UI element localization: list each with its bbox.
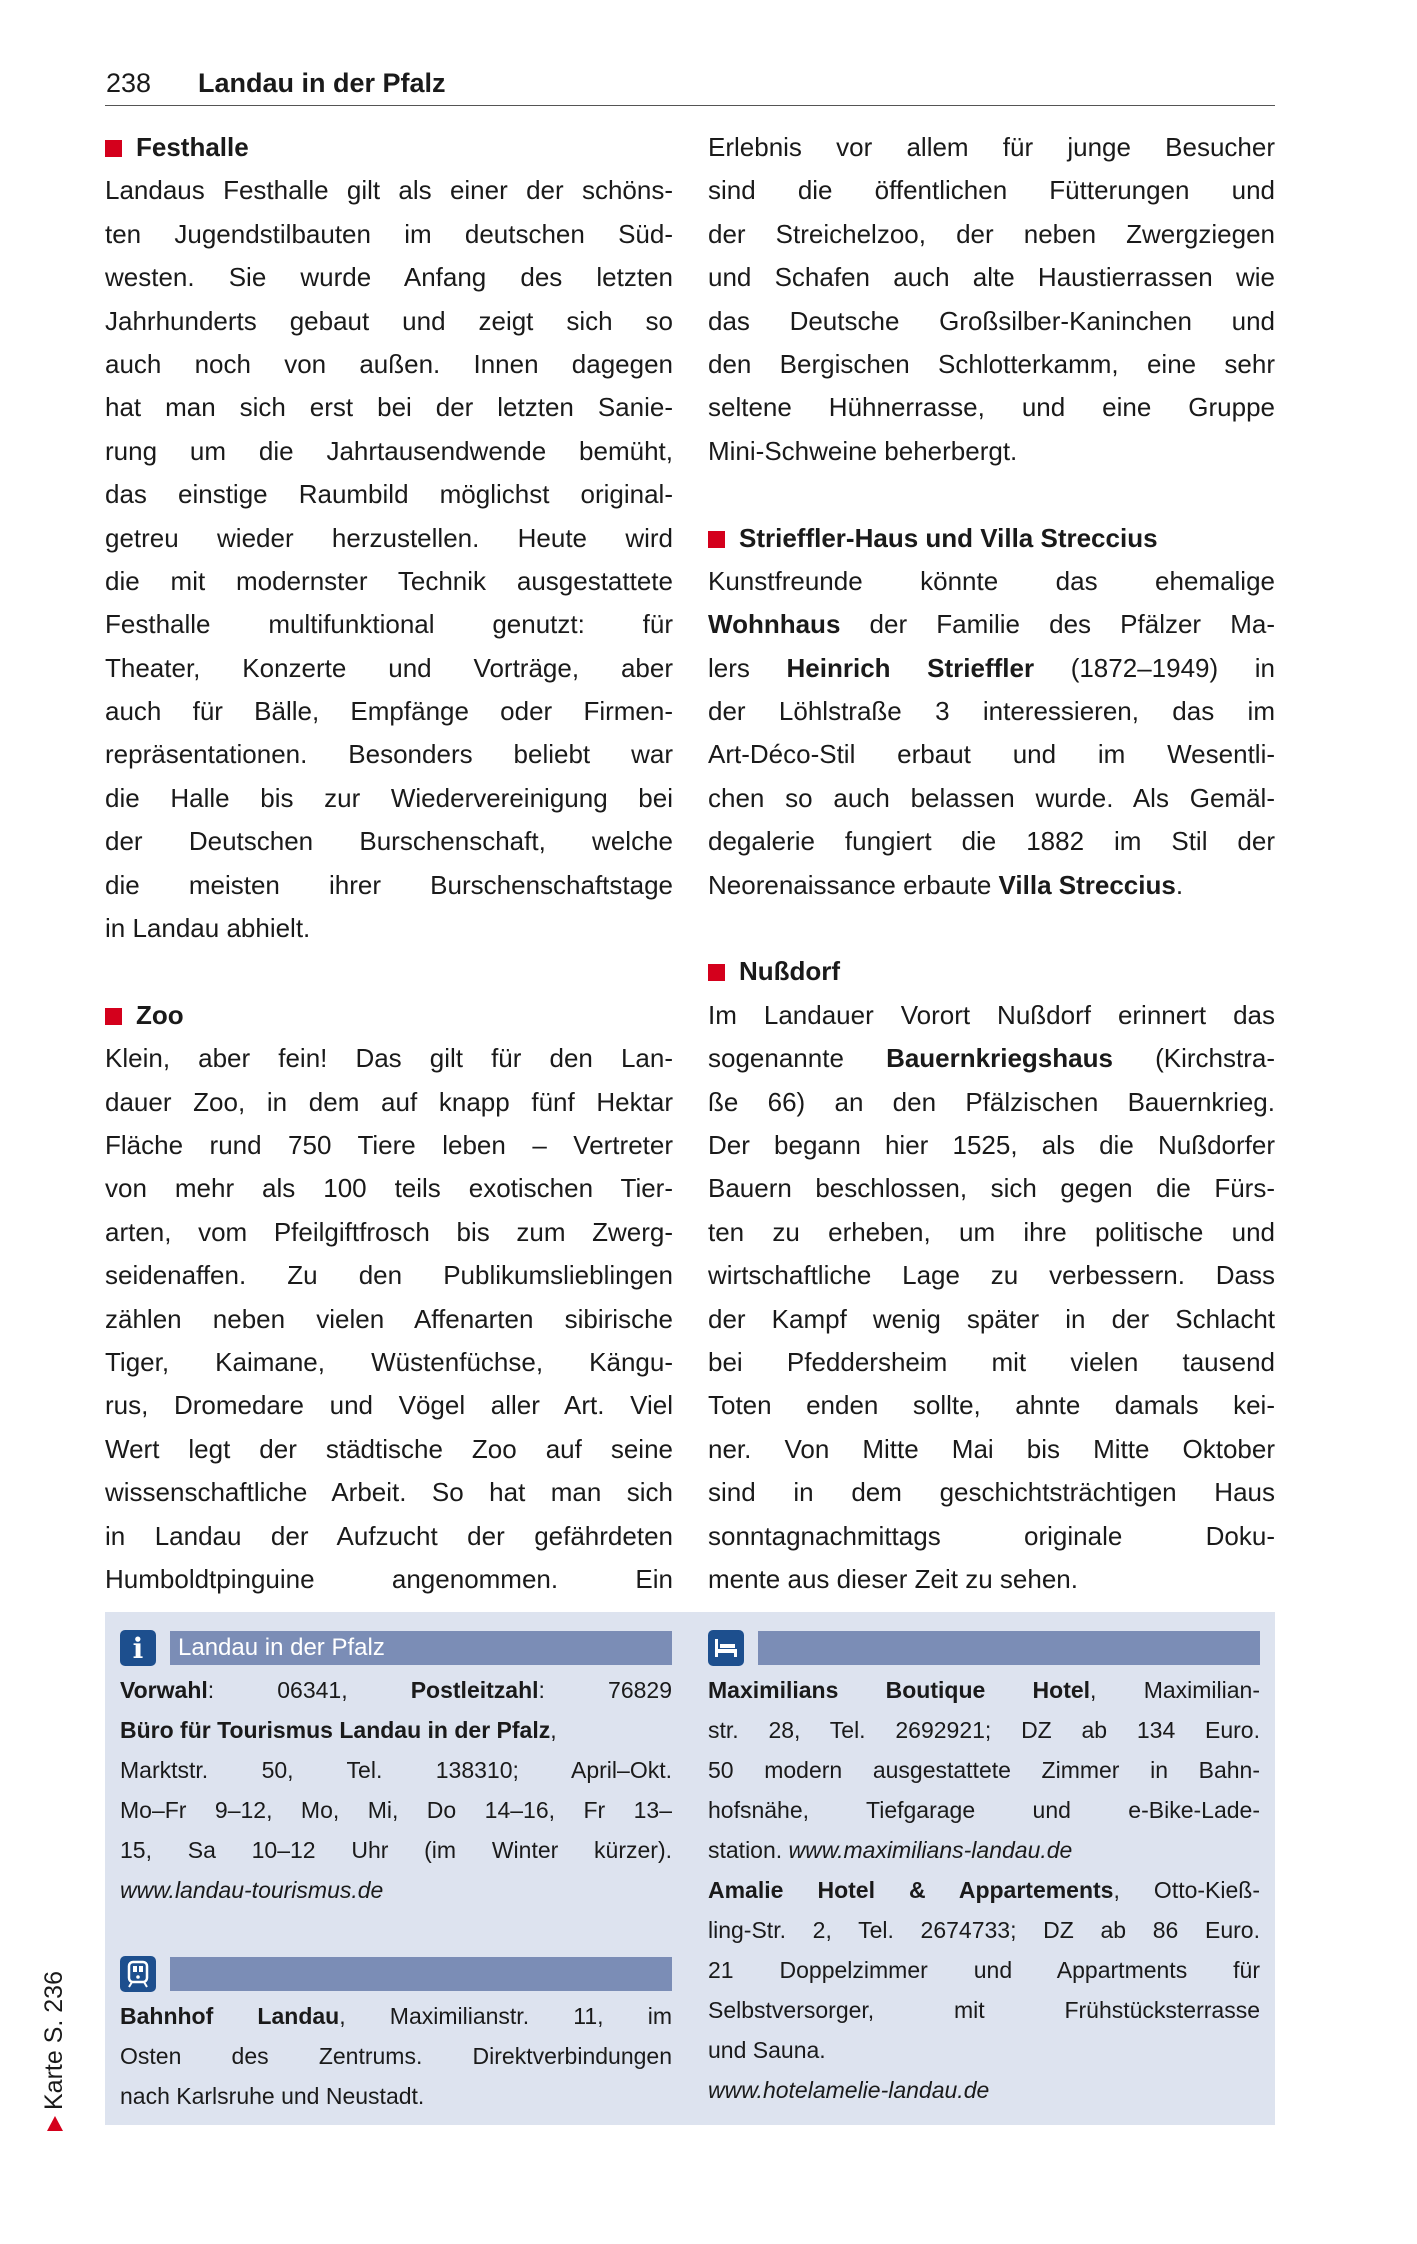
text-line: Der begann hier 1525, als die Nußdorfer — [708, 1129, 1275, 1160]
text-line: Selbstversorger, mit Frühstücksterrasse — [708, 1997, 1260, 2023]
text-line — [708, 647, 1275, 690]
blank-line — [708, 473, 1275, 516]
text-segment: lers — [708, 652, 787, 683]
text-line: Mo–Fr 9–12, Mo, Mi, Do 14–16, Fr 13– — [120, 1797, 672, 1823]
bold-text: Postleitzahl — [410, 1677, 539, 1703]
text-line: die Halle bis zur Wiedervereinigung bei — [105, 782, 673, 813]
text-line: das einstige Raumbild möglichst original- — [105, 479, 673, 510]
right-column — [708, 126, 1275, 1601]
bold-text: Vorwahl — [120, 1677, 208, 1703]
page-number: 238 — [106, 68, 152, 98]
text-line: ten Jugendstilbauten im deutschen Süd- — [105, 218, 673, 249]
text-line: auch noch von außen. Innen dagegen — [105, 348, 673, 379]
bold-text: Amalie Hotel & Appartements — [708, 1877, 1114, 1903]
section-heading — [708, 517, 1275, 560]
train-header — [120, 1956, 672, 1992]
text-line — [120, 1710, 672, 1750]
text-line: ner. Von Mitte Mai bis Mitte Oktober — [708, 1433, 1275, 1464]
bold-text: Villa Streccius — [998, 869, 1176, 900]
bold-text: Bauernkriegshaus — [886, 1043, 1113, 1074]
text-line: Wert legt der städtische Zoo auf seine — [105, 1433, 673, 1464]
text-line: Erlebnis vor allem für junge Besucher — [708, 132, 1275, 162]
text-line: die meisten ihrer Burschenschaftstage — [105, 869, 673, 900]
text-line: 15, Sa 10–12 Uhr (im Winter kürzer). — [120, 1837, 672, 1863]
text-line — [708, 1870, 1260, 1910]
text-line: hat man sich erst bei der letzten Sanie- — [105, 392, 673, 423]
text-line: seidenaffen. Zu den Publikumslieblingen — [105, 1260, 673, 1291]
text-line — [708, 1037, 1275, 1080]
text-line: ße 66) an den Pfälzischen Bauernkrieg. — [708, 1086, 1275, 1117]
text-line: in Landau der Aufzucht der gefährdeten — [105, 1520, 673, 1551]
info-header — [120, 1630, 672, 1666]
text-segment: , Otto-Kieß- — [1113, 1877, 1260, 1903]
text-line: 21 Doppelzimmer und Appartments für — [708, 1957, 1260, 1983]
text-line: Art-Déco-Stil erbaut und im Wesentli- — [708, 739, 1275, 770]
text-line: das Deutsche Großsilber-Kaninchen und — [708, 305, 1275, 336]
text-line: Klein, aber fein! Das gilt für den Lan- — [105, 1043, 673, 1074]
bed-icon — [708, 1630, 744, 1666]
text-line — [708, 1830, 1260, 1870]
text-line: Landaus Festhalle gilt als einer der schöns- — [105, 175, 673, 206]
left-column — [105, 126, 673, 1601]
text-line: sind die öffentlichen Fütterungen und — [708, 175, 1275, 206]
map-reference: Karte S. 236 — [40, 1971, 68, 2110]
text-segment: , Maximilianstr. 11, im — [339, 2003, 672, 2029]
text-segment: (1872–1949) in — [1034, 652, 1275, 683]
text-line: und Sauna. — [708, 2037, 826, 2063]
text-line: Theater, Konzerte und Vorträge, aber — [105, 652, 673, 683]
text-line: Marktstr. 50, Tel. 138310; April–Okt. — [120, 1757, 672, 1783]
text-line: bei Pfeddersheim mit vielen tausend — [708, 1346, 1275, 1377]
text-segment: . — [1175, 869, 1184, 900]
text-line: sind in dem geschichtsträchtigen Haus — [708, 1477, 1275, 1508]
text-line: sonntagnachmittags originale Doku- — [708, 1520, 1275, 1551]
text-line: seltene Hühnerrasse, und eine Gruppe — [708, 392, 1275, 423]
text-line: getreu wieder herzustellen. Heute wird — [105, 522, 673, 553]
header-rule — [105, 105, 1275, 106]
text-line: hofsnähe, Tiefgarage und e-Bike-Lade- — [708, 1797, 1260, 1823]
info-box-left — [120, 1624, 672, 2116]
hotel-header — [708, 1630, 1260, 1666]
section-heading — [105, 994, 673, 1037]
text-line — [708, 1670, 1260, 1710]
text-line: rung um die Jahrtausendwende bemüht, — [105, 435, 673, 466]
info-header-bar: Landau in der Pfalz — [170, 1631, 672, 1665]
red-square-icon — [708, 531, 725, 548]
section-heading — [105, 126, 673, 169]
text-line — [120, 1670, 672, 1710]
red-square-icon — [708, 964, 725, 981]
triangle-marker-icon — [47, 2116, 63, 2131]
section-heading-text: Zoo — [136, 999, 184, 1030]
blank-line — [708, 907, 1275, 950]
text-line: der Löhlstraße 3 interessieren, das im — [708, 696, 1275, 727]
text-line: repräsentationen. Besonders beliebt war — [105, 739, 673, 770]
text-segment: station. — [708, 1837, 789, 1863]
text-line: Jahrhunderts gebaut und zeigt sich so — [105, 305, 673, 336]
text-segment: (Kirchstra- — [1112, 1043, 1275, 1074]
text-line: Toten enden sollte, ahnte damals kei- — [708, 1390, 1275, 1421]
info-box — [105, 1612, 1275, 2125]
text-line: ling-Str. 2, Tel. 2674733; DZ ab 86 Euro. — [708, 1917, 1260, 1943]
text-segment: : 06341, — [207, 1677, 411, 1703]
text-segment: sogenannte — [708, 1043, 887, 1074]
text-line: Im Landauer Vorort Nußdorf erinnert das — [708, 999, 1275, 1030]
text-line: degalerie fungiert die 1882 im Stil der — [708, 826, 1275, 857]
info-box-right — [708, 1624, 1260, 2110]
red-square-icon — [105, 1008, 122, 1025]
text-line: str. 28, Tel. 2692921; DZ ab 134 Euro. — [708, 1717, 1260, 1743]
text-line: und Schafen auch alte Haustierrassen wie — [708, 262, 1275, 293]
hotel-info — [708, 1670, 1260, 2110]
text-line — [120, 1870, 672, 1910]
text-line: Humboldtpinguine angenommen. Ein — [105, 1563, 673, 1594]
text-line: in Landau abhielt. — [105, 913, 311, 944]
website-text: www.maximilians-landau.de — [788, 1837, 1073, 1863]
text-line — [708, 2070, 1260, 2110]
text-line: ten zu erheben, um ihre politische und — [708, 1216, 1275, 1247]
text-line: wissenschaftliche Arbeit. So hat man sich — [105, 1477, 673, 1508]
train-icon — [120, 1956, 156, 1992]
text-line: Festhalle multifunktional genutzt: für — [105, 609, 673, 640]
bold-text: Heinrich Strieffler — [786, 652, 1035, 683]
text-line: der Deutschen Burschenschaft, welche — [105, 826, 673, 857]
bold-text: Wohnhaus — [708, 609, 841, 640]
section-heading-text: Festhalle — [136, 132, 249, 162]
running-title: Landau in der Pfalz — [198, 68, 446, 98]
text-line: mente aus dieser Zeit zu sehen. — [708, 1563, 1078, 1594]
text-line: die mit modernster Technik ausgestattete — [105, 565, 673, 596]
text-line: der Kampf wenig später in der Schlacht — [708, 1303, 1275, 1334]
section-heading-text: Strieffler-Haus und Villa Streccius — [739, 522, 1158, 553]
text-line — [708, 603, 1275, 646]
train-info — [120, 1996, 672, 2116]
section-heading — [708, 950, 1275, 993]
text-line: Bauern beschlossen, sich gegen die Fürs- — [708, 1173, 1275, 1204]
hotel-header-bar — [758, 1631, 1260, 1665]
bold-text: Maximilians Boutique Hotel — [708, 1677, 1091, 1703]
red-square-icon — [105, 140, 122, 157]
tourism-info — [120, 1670, 672, 1910]
info-icon: i — [120, 1630, 156, 1666]
text-line: 50 modern ausgestattete Zimmer in Bahn- — [708, 1757, 1260, 1783]
text-line — [120, 1996, 672, 2036]
train-header-bar — [170, 1957, 672, 1991]
text-line: Mini-Schweine beherbergt. — [708, 435, 1018, 466]
text-segment: , — [550, 1717, 557, 1743]
text-line: Fläche rund 750 Tiere leben – Vertreter — [105, 1129, 673, 1160]
text-line: dauer Zoo, in dem auf knapp fünf Hektar — [105, 1086, 673, 1117]
text-line: Osten des Zentrums. Direktverbindungen — [120, 2043, 672, 2069]
text-segment: , Maximilian- — [1090, 1677, 1260, 1703]
text-line: chen so auch belassen wurde. Als Gemäl- — [708, 782, 1275, 813]
text-line — [708, 864, 1275, 907]
text-line: von mehr als 100 teils exotischen Tier- — [105, 1173, 673, 1204]
text-line: auch für Bälle, Empfänge oder Firmen- — [105, 696, 673, 727]
text-line: wirtschaftliche Lage zu verbessern. Dass — [708, 1260, 1275, 1291]
text-line: arten, vom Pfeilgiftfrosch bis zum Zwerg- — [105, 1216, 673, 1247]
section-heading-text: Nußdorf — [739, 956, 841, 987]
text-line: zählen neben vielen Affenarten sibirische — [105, 1303, 673, 1334]
bold-text: Büro für Tourismus Landau in der Pfalz — [120, 1717, 551, 1743]
website-text: www.hotelamelie-landau.de — [708, 2077, 990, 2103]
text-segment: der Familie des Pfälzer Ma- — [840, 609, 1275, 640]
text-line: westen. Sie wurde Anfang des letzten — [105, 262, 673, 293]
text-segment: : 76829 — [538, 1677, 672, 1703]
text-line: rus, Dromedare und Vögel aller Art. Viel — [105, 1390, 673, 1421]
text-line: den Bergischen Schlotterkamm, eine sehr — [708, 348, 1275, 379]
text-line: Tiger, Kaimane, Wüstenfüchse, Kängu- — [105, 1346, 673, 1377]
blank-line — [105, 950, 673, 993]
text-line: nach Karlsruhe und Neustadt. — [120, 2083, 425, 2109]
text-line: Kunstfreunde könnte das ehemalige — [708, 565, 1275, 596]
text-segment: Neorenaissance erbaute — [708, 869, 999, 900]
bold-text: Bahnhof Landau — [120, 2003, 340, 2029]
website-text: www.landau-tourismus.de — [120, 1877, 384, 1903]
text-line: der Streichelzoo, der neben Zwergziegen — [708, 218, 1275, 249]
